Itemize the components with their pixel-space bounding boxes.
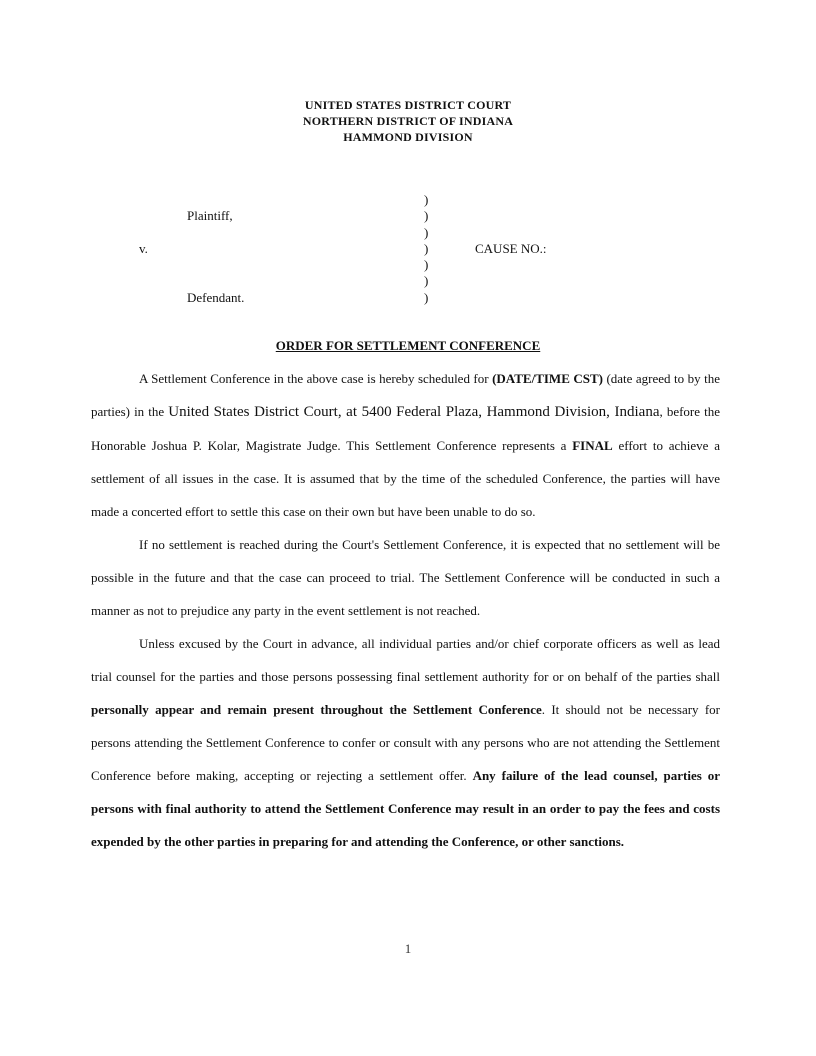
paragraph-1-text: A Settlement Conference in the above case is hereby scheduled for [139, 371, 493, 386]
date-time-placeholder: (DATE/TIME CST) [492, 371, 603, 386]
final-emphasis: FINAL [572, 438, 613, 453]
court-division: HAMMOND DIVISION [343, 130, 473, 144]
paragraph-1-text: effort to achieve a settlement of all issues in the case. It is assumed that by the time of the scheduled Conference, the parties will have made a concerted effort to settle this case on their own but have been unable to do so. [91, 438, 720, 519]
caption-paren: ) [424, 192, 429, 207]
caption-parenthesis-column [424, 192, 428, 306]
court-location: United States District Court, at 5400 Federal Plaza, Hammond Division, Indiana [168, 404, 660, 420]
paragraph-3 [91, 627, 720, 858]
paragraph-1 [91, 362, 720, 528]
paragraph-2: If no settlement is reached during the Court's Settlement Conference, it is expected that no settlement will be possible in the future and that the case can proceed to trial. The Settlement Conference will be conducted in such a manner as not to prejudice any party in the event settlement is not reached. [91, 537, 720, 618]
versus-label: v. [139, 241, 148, 256]
sanctions-warning: Any failure of the lead counsel, parties or persons with final authority to attend the Settlement Conference may result in an order to pay the fees and costs expended by the other parties in preparing for and attending the Conference, or other sanctions. [91, 768, 720, 849]
caption-paren: ) [424, 289, 429, 305]
court-district: NORTHERN DISTRICT OF INDIANA [302, 114, 514, 128]
paragraph-1-text: , before the Honorable Joshua P. Kolar, Magistrate Judge. This Settlement Conference represents a [91, 404, 720, 453]
cause-number-label: CAUSE NO.: [475, 241, 547, 256]
order-body [91, 362, 720, 858]
paragraph-3-text: . It should not be necessary for persons attending the Settlement Conference to confer or consult with any persons who are not attending the Settlement Conference before making, accepting or rejecting a settlement offer. [91, 702, 721, 783]
paragraph-3-text: Unless excused by the Court in advance, all individual parties and/or chief corporate officers as well as lead trial counsel for the parties and those persons possessing final settlement authority for or on behalf of the parties shall [91, 636, 720, 684]
caption-paren: ) [424, 224, 429, 240]
plaintiff-label: Plaintiff, [187, 208, 233, 223]
court-header [0, 97, 816, 145]
order-title: ORDER FOR SETTLEMENT CONFERENCE [275, 338, 541, 353]
caption-paren: ) [424, 240, 429, 256]
defendant-label: Defendant. [187, 290, 245, 305]
court-name: UNITED STATES DISTRICT COURT [304, 98, 512, 112]
page-number: 1 [404, 941, 412, 956]
attendance-requirement: personally appear and remain present throughout the Settlement Conference [91, 702, 542, 717]
caption-paren: ) [424, 208, 429, 224]
caption-paren: ) [424, 257, 429, 273]
paragraph-1-text: (date agreed to by the parties) in the [91, 371, 720, 419]
caption-paren: ) [424, 273, 429, 289]
